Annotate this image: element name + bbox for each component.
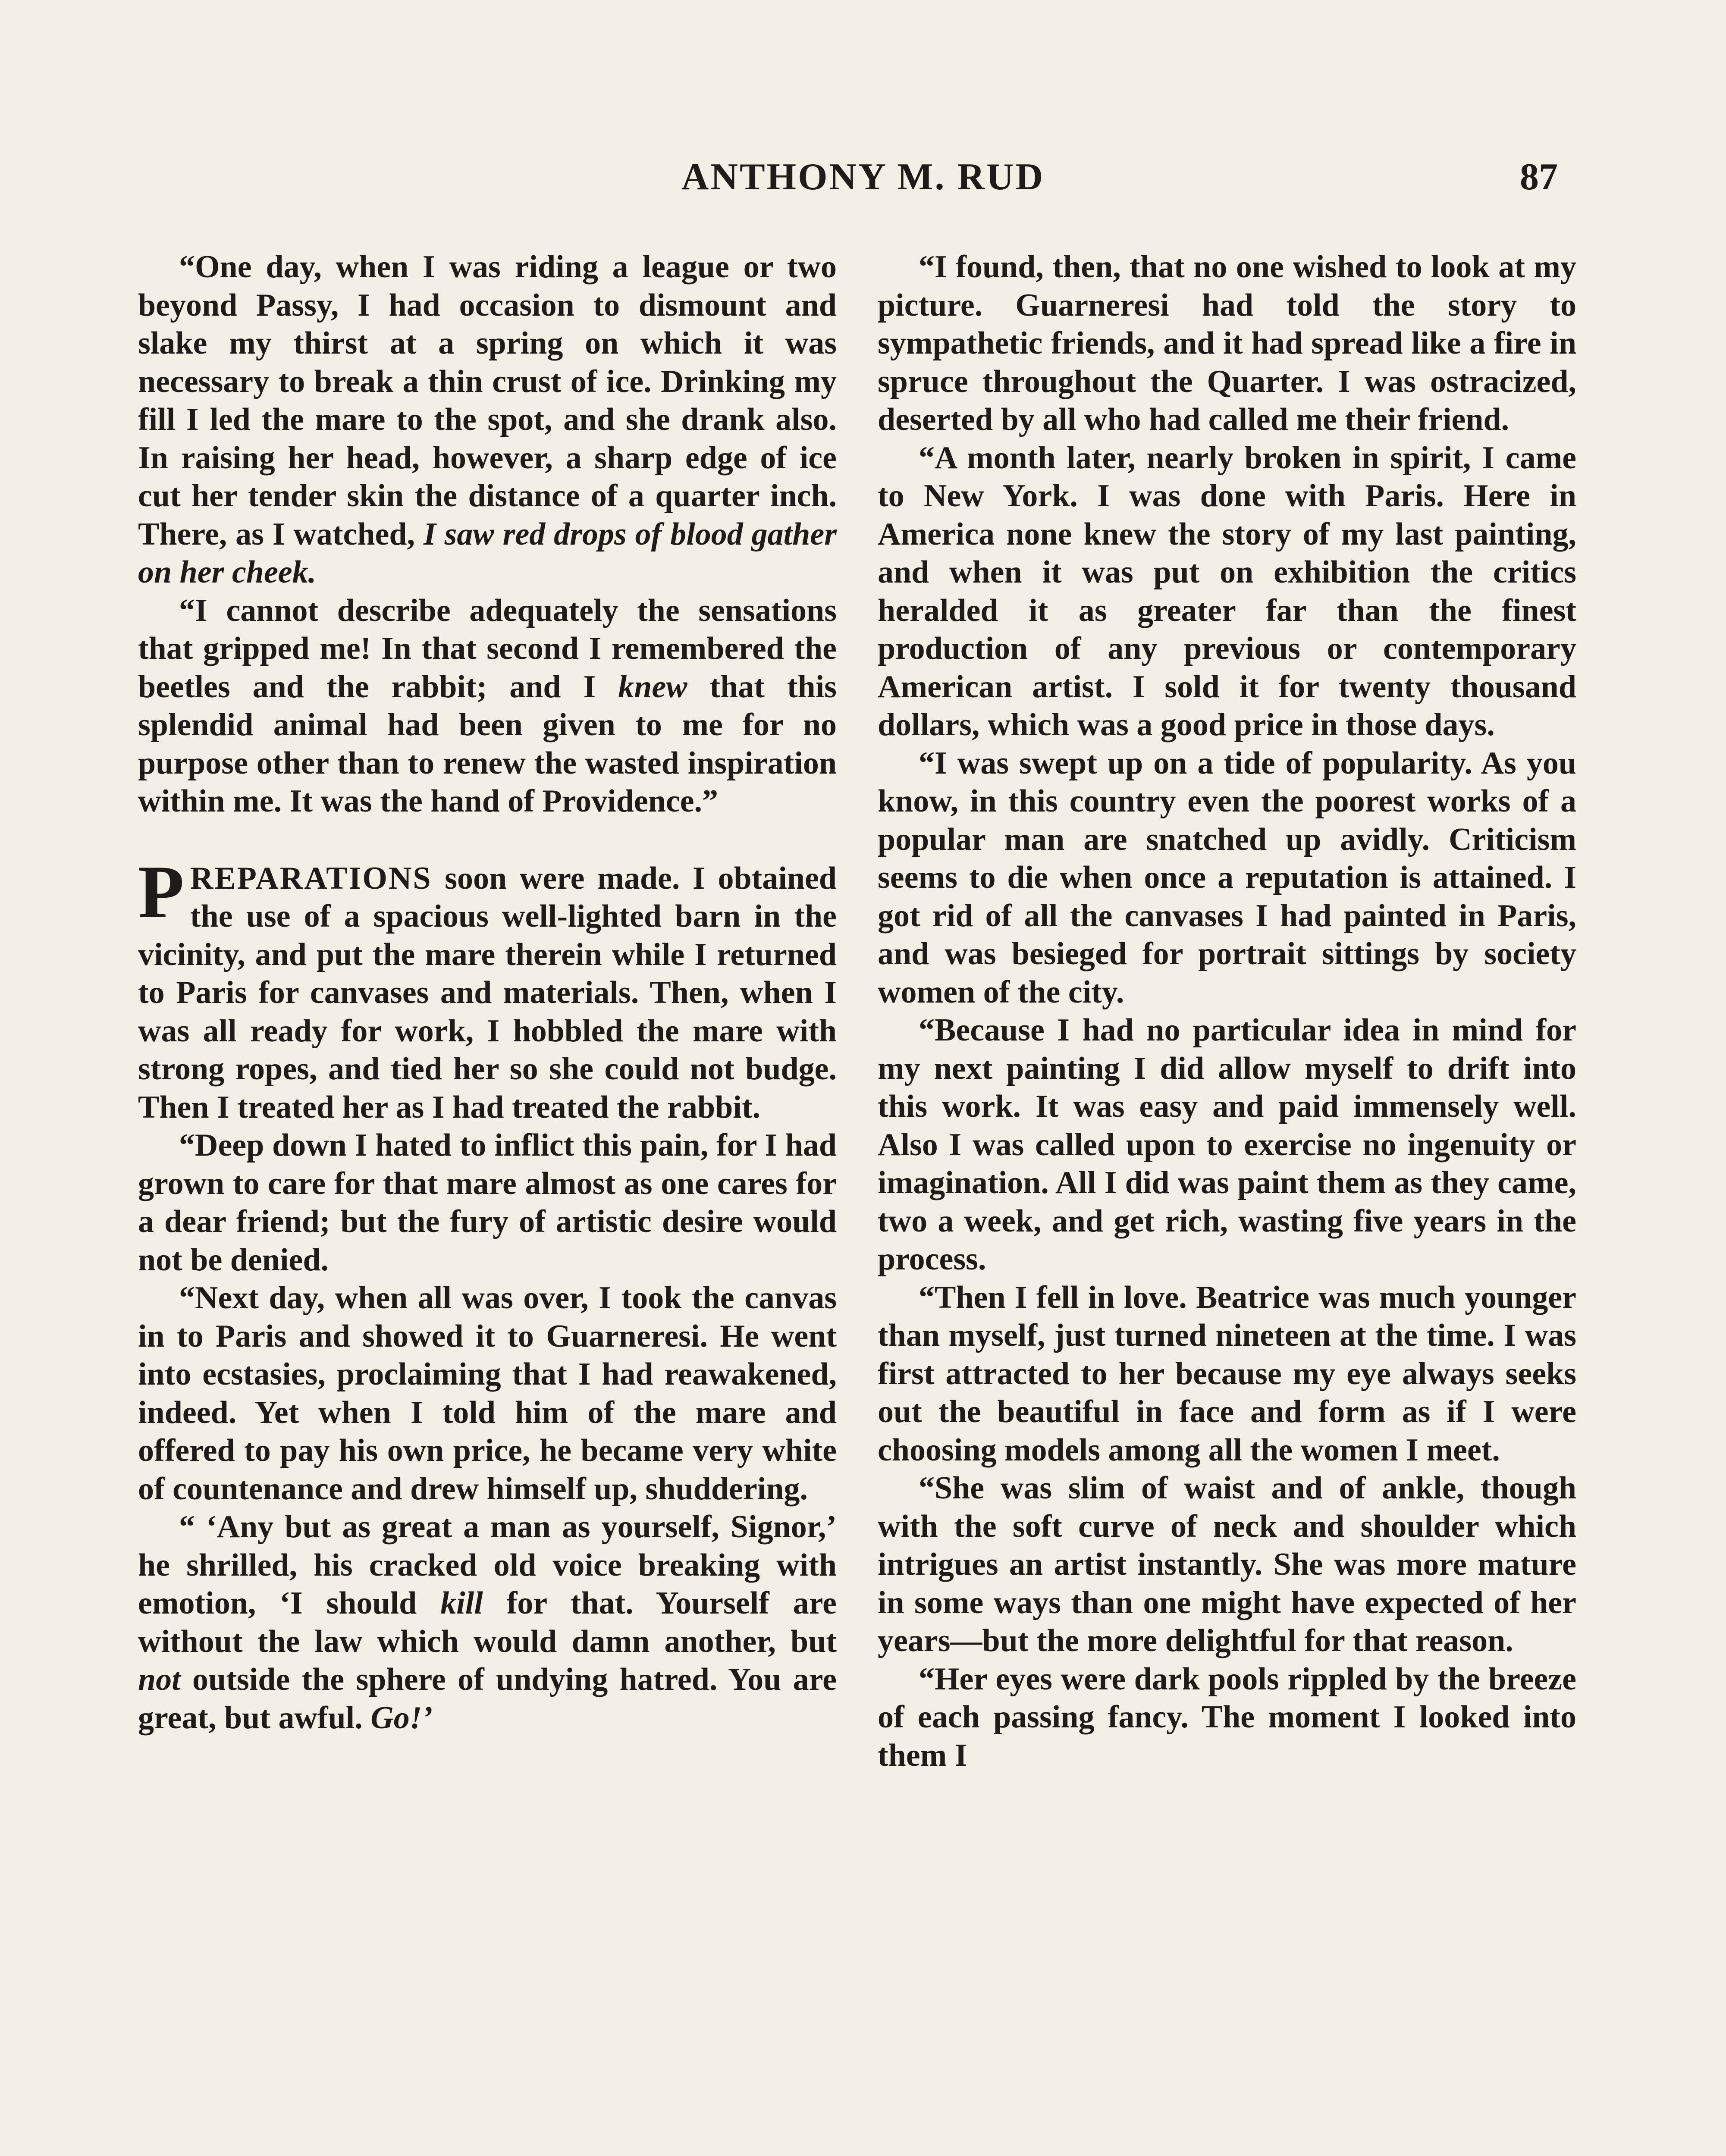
lead-caps: REPARATIONS	[190, 860, 432, 896]
page-header	[0, 155, 1726, 207]
paragraph-text: that this splendid animal had been given to me for no purpose other than to renew the wasted inspiration within me. It was the hand of Providence.”	[138, 669, 837, 819]
italic-text: I saw red drops of blood gather on her cheek.	[138, 516, 837, 590]
paragraph-text: for that. Yourself are without the law which would damn another, but	[138, 1586, 837, 1659]
paragraph-text: soon were made. I obtained the use of a spacious well-lighted barn in the vicinity, and put the mare therein while I returned to Paris for canvases and materials. Then, when I was all ready for work, I hobbled the mare with strong ropes, and tied her so she could not budge. Then I treated her as I had treated the rabbit.	[138, 860, 837, 1125]
paragraph: “Next day, when all was over, I took the canvas in to Paris and showed it to Guarneresi. He went into ecstasies, proclaiming that I had reawakened, indeed. Yet when I told him of the mare and offered to pay his own price, he became very white of countenance and drew himself up, shuddering.	[138, 1280, 837, 1507]
drop-cap: P	[138, 849, 184, 934]
right-column	[878, 248, 1576, 1774]
italic-text: Go!’	[370, 1700, 433, 1736]
paragraph	[138, 592, 837, 821]
page-number: 87	[1520, 156, 1558, 198]
paragraph: “She was slim of waist and of ankle, though with the soft curve of neck and shoulder which intrigues an artist instantly. She was more mature in some ways than one might have expected of her years—but the more delightful for that reason.	[878, 1470, 1576, 1658]
paragraph: “A month later, nearly broken in spirit, I came to New York. I was done with Paris. Here in America none knew the story of my last painting, and when it was put on exhibition the critics heralded it as greater far than the finest production of any previous or contemporary American artist. I sold it for twenty thousand dollars, which was a good price in those days.	[878, 440, 1576, 743]
paragraph-text: outside the sphere of undying hatred. You are great, but awful.	[138, 1662, 837, 1736]
paragraph: “Because I had no particular idea in mind for my next painting I did allow myself to drift into this work. It was easy and paid immensely well. Also I was called upon to exercise no ingenuity or imagination. All I did was paint them as they came, two a week, and get rich, wasting five years in the process.	[878, 1012, 1576, 1277]
running-head-author: ANTHONY M. RUD	[681, 156, 1045, 198]
paragraph: “Deep down I hated to inflict this pain, for I had grown to care for that mare almost as one cares for a dear friend; but the fury of artistic desire would not be denied.	[138, 1128, 837, 1278]
paragraph: “I found, then, that no one wished to look at my picture. Guarneresi had told the story to sympathetic friends, and it had spread like a fire in spruce throughout the Quarter. I was ostracized, deserted by all who had called me their friend.	[878, 249, 1576, 437]
paragraph-text: “I cannot describe adequately the sensations that gripped me! In that second I remembered the beetles and the rabbit; and I	[138, 592, 837, 705]
paragraph: “I was swept up on a tide of popularity. As you know, in this country even the poorest works of a popular man are snatched up avidly. Criticism seems to die when once a reputation is attained. I got rid of all the canvases I had painted in Paris, and was besieged for portrait sittings by society women of the city.	[878, 745, 1576, 1010]
paragraph	[138, 1508, 837, 1737]
section-opening-paragraph	[138, 849, 837, 1127]
italic-text: kill	[440, 1586, 483, 1621]
paragraph-text: “ ‘Any but as great a man as yourself, Signor,’ he shrilled, his cracked old voice breaking with emotion, ‘I should	[138, 1509, 837, 1621]
paragraph: “Her eyes were dark pools rippled by the breeze of each passing fancy. The moment I looked into them I	[878, 1661, 1576, 1773]
paragraph: “Then I fell in love. Beatrice was much younger than myself, just turned nineteen at the time. I was first attracted to her because my eye always seeks out the beautiful in face and form as if I were choosing models among all the women I meet.	[878, 1279, 1576, 1468]
paragraph	[138, 248, 837, 592]
italic-text: knew	[618, 669, 687, 705]
left-column	[138, 248, 837, 1737]
paragraph-text: “One day, when I was riding a league or two beyond Passy, I had occasion to dismount and slake my thirst at a spring on which it was necessary to break a thin crust of ice. Drinking my fill I led the mare to the spot, and she drank also. In raising her head, however, a sharp edge of ice cut her tender skin the distance of a quarter inch. There, as I watched,	[138, 249, 837, 552]
italic-text: not	[138, 1662, 181, 1697]
